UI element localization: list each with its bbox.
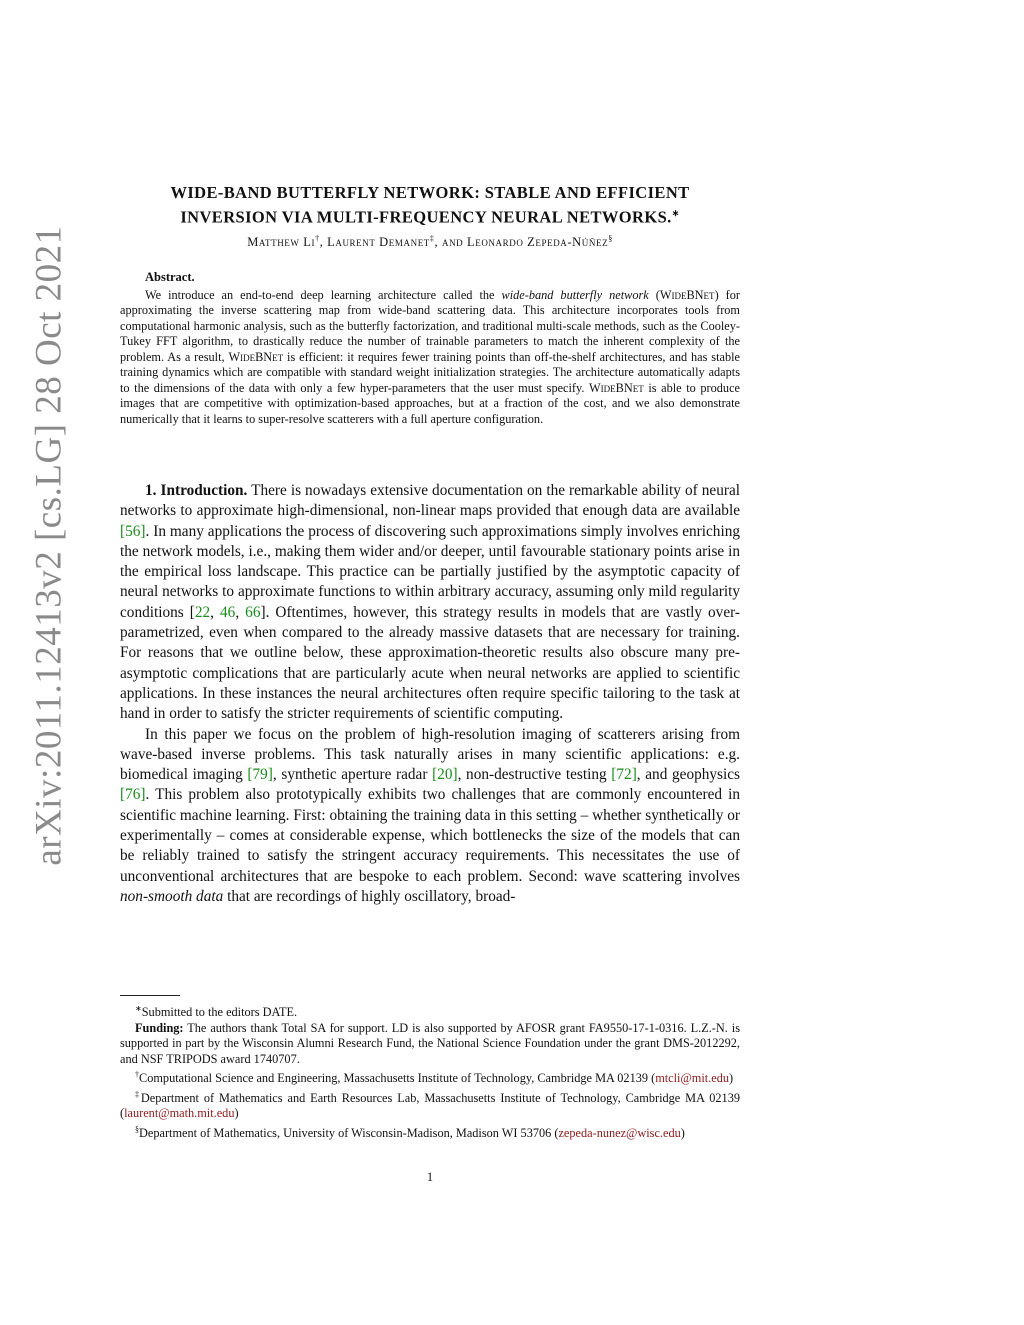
funding-label: Funding:	[135, 1020, 184, 1035]
citation-link[interactable]: [79]	[247, 766, 273, 784]
footnote-author-2: ‡Department of Mathematics and Earth Resources Lab, Massachusetts Institute of Technology, Cambridge MA 02139 (laurent@math.mit.edu)	[120, 1089, 740, 1121]
abstract-text: We introduce an end-to-end deep learning architecture called the wide-band butterfly network (WideBNet) for approximating the inverse scattering map from wide-band scattering data. This architecture incorporates tools from computational harmonic analysis, such as the butterfly factorization, and traditional multi-scale methods, such as the Cooley-Tukey FFT algorithm, to drastically reduce the number of trainable parameters to match the inherent complexity of the problem. As a result, WideBNet is efficient: it requires fewer training points than off-the-shelf architectures, and has stable training dynamics which are compatible with standard weight initialization strategies. The architecture automatically adapts to the dimensions of the data with only a few hyper-parameters that the user must specify. WideBNet is able to produce images that are competitive with optimization-based approaches, but at a fraction of the cost, and we also demonstrate numerically that it learns to super-resolve scatterers with a full aperture configuration.	[120, 287, 741, 426]
intro-paragraph-2: In this paper we focus on the problem of high-resolution imaging of scatterers arising from wave-based inverse problems. This task naturally arises in many scientific applications: e.g. biomedical imaging [79], synthetic aperture radar [20], non-destructive testing [72], and geophysics [76]. This problem also prototypically exhibits two challenges that are commonly encountered in scientific machine learning. First: obtaining the training data in this setting – whether synthetically or experimentally – comes at considerable expense, which bottlenecks the size of the models that can be reliably trained to satisfy the stringent accuracy requirements. This necessitates the use of unconventional architectures that are bespoke to each problem. Second: wave scattering involves non-smooth data that are recordings of highly oscillatory, broad-	[120, 725, 740, 905]
author-list	[120, 234, 740, 250]
method-name: WideBNet	[659, 287, 715, 302]
author-1: Matthew Li	[247, 235, 316, 250]
method-name: WideBNet	[589, 380, 644, 395]
citation-link[interactable]: [72]	[611, 766, 637, 784]
introduction-section	[120, 481, 740, 907]
abstract-emphasis: wide-band butterfly network	[501, 287, 649, 302]
title-footnote-mark: ∗	[671, 208, 680, 218]
footnote-author-3: §Department of Mathematics, University of Wisconsin-Madison, Madison WI 53706 (zepeda-nunez@wisc.edu)	[135, 1124, 685, 1140]
citation-link[interactable]: [76]	[120, 786, 146, 804]
citation-link[interactable]: [56]	[120, 522, 146, 540]
paper-title	[120, 182, 740, 228]
citation-link[interactable]: 46	[220, 603, 236, 621]
page-number: 1	[426, 1170, 434, 1184]
title-line-1: WIDE-BAND BUTTERFLY NETWORK: STABLE AND EFFICIENT	[170, 183, 690, 202]
body-emphasis: non-smooth data	[120, 887, 224, 905]
author-2-mark: ‡	[429, 234, 435, 243]
footnotes	[120, 1001, 740, 1141]
abstract	[120, 270, 740, 427]
intro-paragraph-1: 1. Introduction. There is nowadays extensive documentation on the remarkable ability of neural networks to approximate high-dimensional, non-linear maps provided that enough data are available [56]. In many applications the process of discovering such approximations simply involves enriching the network models, i.e., making them wider and/or deeper, until favourable stationary points arise in the empirical loss landscape. This practice can be partially justified by the asymptotic capacity of neural networks to approximate functions to within arbitrary accuracy, assuming only mild regularity conditions [22, 46, 66]. Oftentimes, however, this strategy results in models that are vastly over-parametrized, even when compared to the already massive datasets that are necessary for training. For reasons that we outline below, these approximation-theoretic results also obscure many pre-asymptotic complications that are particularly acute when neural networks are applied to scientific applications. In these instances the neural architectures often require specific tailoring to the task at hand in order to satisfy the stricter requirements of scientific computing.	[120, 482, 740, 723]
email-link[interactable]: laurent@math.mit.edu	[124, 1106, 235, 1121]
arxiv-id: arXiv:2011.12413v2 [cs.LG] 28 Oct 2021	[28, 224, 70, 866]
arxiv-sidebar-stamp	[14, 120, 84, 970]
section-title: Introduction.	[160, 482, 248, 499]
citation-link[interactable]: [20]	[432, 766, 458, 784]
author-separator: , and	[434, 235, 467, 250]
footnote-submitted: ∗Submitted to the editors DATE.	[135, 1004, 298, 1020]
citation-link[interactable]: 22	[194, 603, 211, 621]
footnote-divider	[120, 995, 180, 996]
author-3: Leonardo Zepeda-Núñez	[467, 235, 609, 250]
email-link[interactable]: mtcli@mit.edu	[655, 1071, 730, 1086]
author-2: Laurent Demanet	[327, 235, 430, 250]
section-number: 1.	[145, 482, 157, 499]
footnote-author-1: †Computational Science and Engineering, Massachusetts Institute of Technology, Cambridge MA 02139 (mtcli@mit.edu)	[135, 1070, 734, 1086]
author-1-mark: †	[315, 234, 320, 243]
method-name: WideBNet	[228, 349, 284, 364]
author-3-mark: §	[608, 234, 613, 243]
abstract-heading: Abstract.	[145, 270, 195, 284]
citation-link[interactable]: 66	[245, 603, 261, 621]
email-link[interactable]: zepeda-nunez@wisc.edu	[558, 1125, 681, 1140]
title-line-2: INVERSION VIA MULTI-FREQUENCY NEURAL NETWORKS.∗	[180, 207, 680, 227]
author-separator: ,	[319, 235, 328, 250]
footnote-funding: Funding: The authors thank Total SA for support. LD is also supported by AFOSR grant FA9550-17-1-0316. L.Z.-N. is supported in part by the Wisconsin Alumni Research Fund, the National Science Foundation under the grant DMS-2012292, and NSF TRIPODS award 1740707.	[120, 1020, 740, 1066]
